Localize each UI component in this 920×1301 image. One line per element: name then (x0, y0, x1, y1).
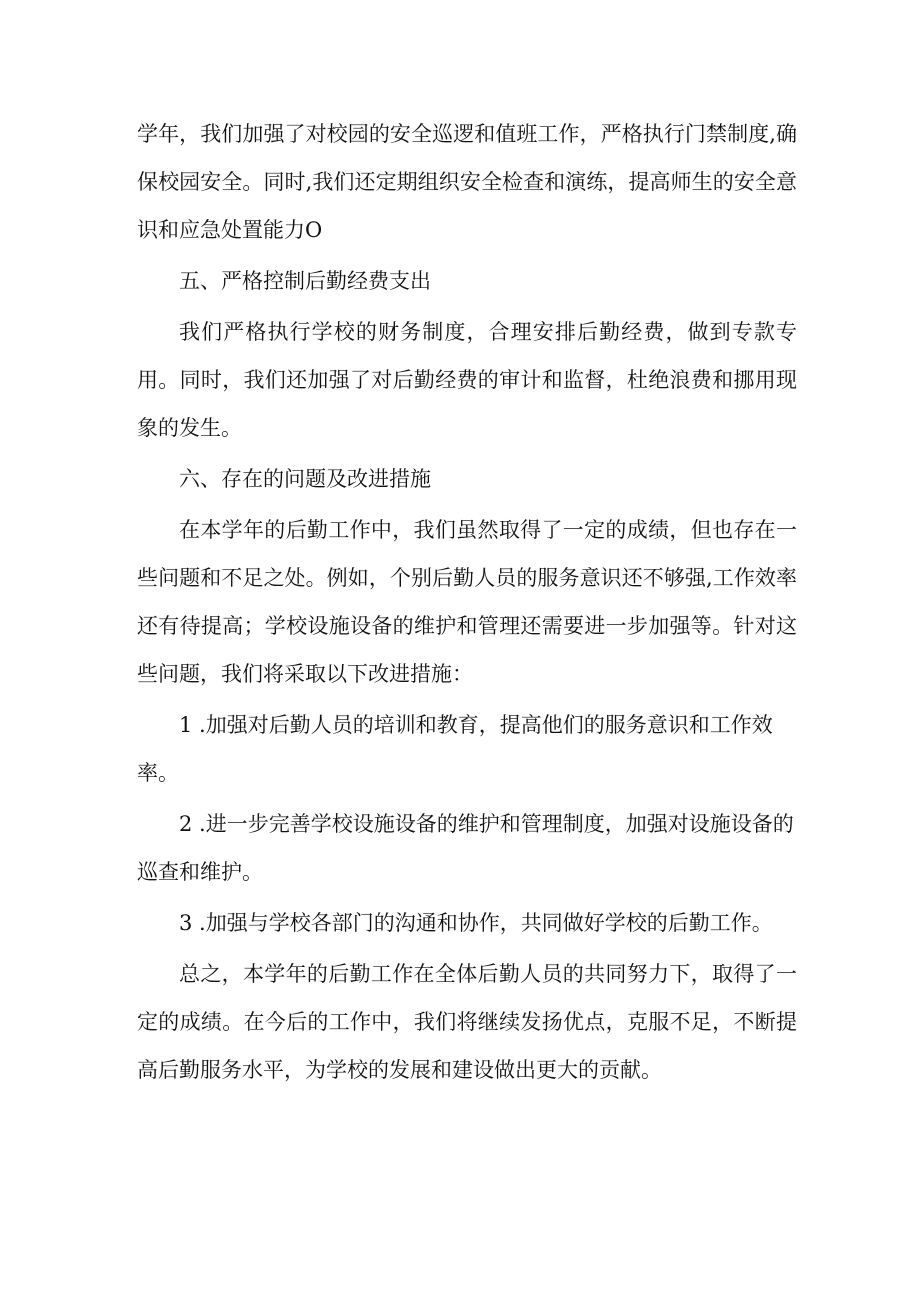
list-item-2: 2 .进一步完善学校设施设备的维护和管理制度，加强对设施设备的巡查和维护。 (137, 812, 794, 884)
section-heading-5: 五、严格控制后勤经费支出 (179, 269, 431, 293)
paragraph-safety-continued: 学年，我们加强了对校园的安全巡逻和值班工作，严格执行门禁制度,确保校园安全。同时,我们还定期组织安全检查和演练，提高师生的安全意识和应急处置能力O (137, 122, 797, 242)
paragraph-conclusion: 总之，本学年的后勤工作在全体后勤人员的共同努力下，取得了一定的成绩。在今后的工作中，我们将继续发扬优点，克服不足，不断提高后勤服务水平，为学校的发展和建设做出更大的贡献。 (137, 962, 797, 1082)
paragraph-funding: 我们严格执行学校的财务制度，合理安排后勤经费，做到专款专用。同时，我们还加强了对后勤经费的审计和监督，杜绝浪费和挪用现象的发生。 (137, 320, 797, 440)
list-item-3: 3 .加强与学校各部门的沟通和协作，共同做好学校的后勤工作。 (179, 911, 773, 935)
document-page (137, 110, 797, 1094)
section-heading-6: 六、存在的问题及改进措施 (179, 467, 431, 491)
paragraph-problems: 在本学年的后勤工作中，我们虽然取得了一定的成绩，但也存在一些问题和不足之处。例如，个别后勤人员的服务意识还不够强,工作效率还有待提高；学校设施设备的维护和管理还需要进一步加强等。针对这些问题，我们将采取以下改进措施： (137, 518, 797, 686)
list-item-1: 1 .加强对后勤人员的培训和教育，提高他们的服务意识和工作效率。 (137, 713, 773, 785)
